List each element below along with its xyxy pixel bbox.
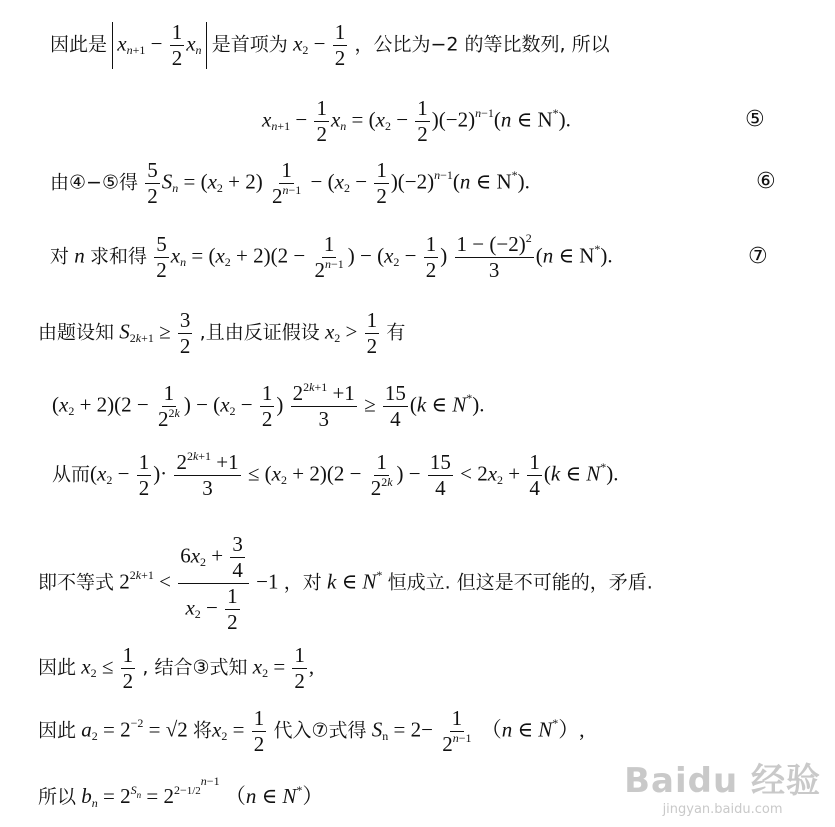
text: 即不等式 xyxy=(38,571,115,594)
baidu-jingyan-watermark xyxy=(624,753,821,817)
line-6: $(x_2 + 2)(2$ − $\frac{1}{2^{2k}}$ ) − ($x_2$ − $\frac{1}{2}$ ) $\frac{2^{2k+1} +1}{3}$ ≥ $\frac{15}{4}$ (k ∈ N*). xyxy=(52,380,485,431)
text: 有 xyxy=(386,321,406,344)
text: 因此 xyxy=(38,719,77,742)
text: 由题设知 xyxy=(38,321,115,344)
text: 求和得 xyxy=(90,245,148,268)
equation-tag-7: ⑦ xyxy=(748,244,768,269)
line-7: 从而($x_2$ − $\frac{1}{2}$ )· $\frac{2^{2k+1} +1}{3}$ ≤ $(x_2 + 2)(2$ − $\frac{1}{2^{2k}}$ ) − $\frac{15}{4}$ < $2x_2$ + $\frac{1}{4}$ (k ∈ N*). xyxy=(52,449,619,500)
text: 所以 xyxy=(38,786,77,808)
line-10: 因此 $a_2 = 2^{-2} = √2$ 将$x_2$ = $\frac{1}{2}$ 代入⑦式得 $S_n = 2-$ $\frac{1}{2^{n-1}}$ （n ∈ N*）, xyxy=(38,706,585,756)
line-2: $x_{n+1}$ − $\frac{1}{2}$ $x_n = (x_2$ − $\frac{1}{2}$ )$(-2)^{n-1}(n$ ∈ N*). xyxy=(262,96,571,146)
variable-n: n xyxy=(74,243,85,268)
text: 代入⑦式得 xyxy=(273,719,367,742)
watermark-logo: Baidu 经验 xyxy=(624,761,821,801)
text: ，公比为−2 的等比数列, 所以 xyxy=(354,33,610,56)
watermark-url: jingyan.baidu.com xyxy=(662,802,783,817)
text: , 结合③式知 xyxy=(142,656,248,679)
abs-expression: $x_{n+1}$ − $\frac{1}{2}$ $x_n$ xyxy=(112,22,206,69)
text: 从而 xyxy=(52,463,91,486)
equation-tag-5: ⑤ xyxy=(745,107,765,132)
text: 由④−⑤得 xyxy=(50,171,138,194)
text: 恒成立. 但这是不可能的，矛盾. xyxy=(387,571,653,594)
line-1: 因此是 $x_{n+1}$ − $\frac{1}{2}$ $x_n$ 是首项为 $x_2$ − $\frac{1}{2}$ ，公比为−2 的等比数列, 所以 xyxy=(50,20,610,70)
equation-tag-6: ⑥ xyxy=(756,169,776,194)
text: ，对 xyxy=(283,571,322,594)
text: 因此 xyxy=(38,656,77,679)
line-8: 即不等式 $2^{2k+1}$ < $6x_2$ + $\frac{3}{4}$ $x_2$ − $\frac{1}{2}$ −1 ，对 k ∈ N* 恒成立. 但这是不可能的，矛盾. xyxy=(38,532,653,634)
text: 是首项为 xyxy=(211,33,288,56)
text: ,且由反证假设 xyxy=(199,321,320,344)
text: 对 xyxy=(50,245,70,268)
line-3: 由④−⑤得 $\frac{5}{2}$ $S_n = (x_2 + 2)$ $\frac{1}{2^{n-1}}$ − ($x_2$ − $\frac{1}{2}$ )$(-2)^{n-1}(n$ ∈ N*). xyxy=(50,158,530,208)
line-9: 因此 $x_2$ ≤ $\frac{1}{2}$ , 结合③式知 $x_2$ = $\frac{1}{2}$ , xyxy=(38,643,315,693)
line-11: 所以 $b_n = 2^{S_n} = 2^{2-1/2^{n-1}}$ （n ∈ N*） xyxy=(38,774,324,810)
line-4: 对 n 求和得 $\frac{5}{2}$ $x_n = (x_2 + 2)(2$ − $\frac{1}{2^{n-1}}$ ) − ($x_2$ − $\frac{1}{2}$ ) $\frac{1 - (-2)^2}{3}$ (n ∈ N*). xyxy=(50,231,613,282)
text: 将 xyxy=(193,719,213,742)
line-5: 由题设知 $S_{2k+1}$ ≥ $\frac{3}{2}$ ,且由反证假设 $x_2$ > $\frac{1}{2}$ 有 xyxy=(38,308,406,358)
text: 因此是 xyxy=(50,33,108,56)
